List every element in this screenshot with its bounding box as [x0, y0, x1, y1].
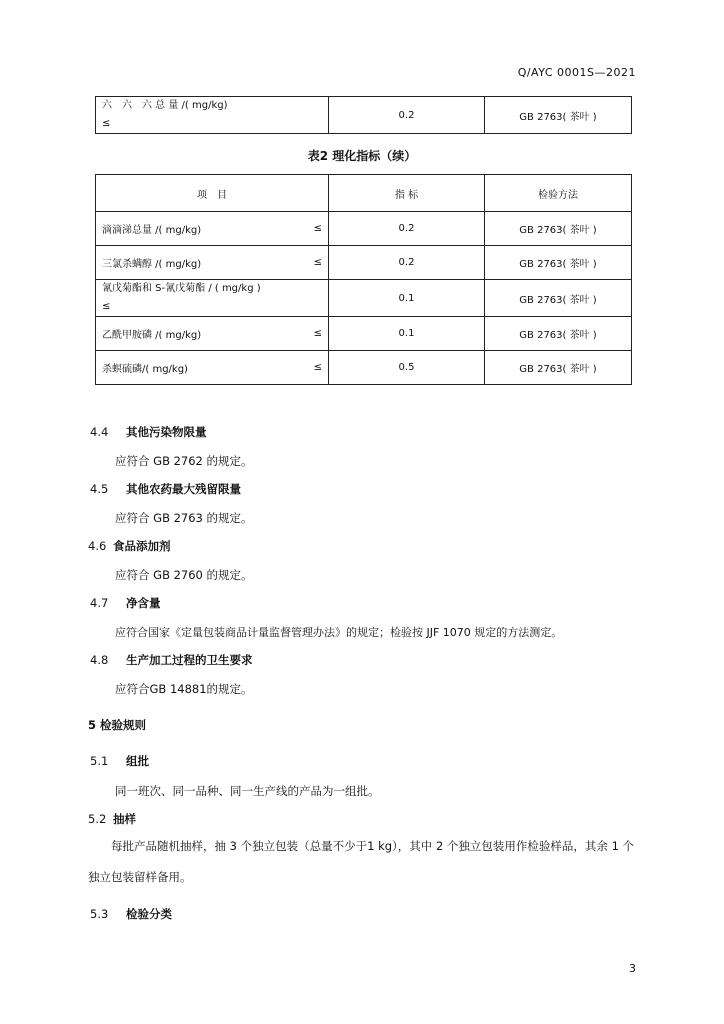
method-cell: GB 2763( 茶叶 ): [485, 280, 632, 317]
method-cell: GB 2763( 茶叶 ): [485, 317, 632, 351]
item-cell: [96, 212, 329, 246]
table-row: [96, 317, 632, 351]
section-5-3-heading: 5.3 检验分类: [90, 907, 172, 921]
header-index: 指 标: [329, 175, 485, 212]
item-text: 乙酰甲胺磷 /( mg/kg): [102, 330, 202, 341]
section-5-2-heading: 5.2 抽样: [88, 812, 136, 826]
item-symbol: ≤: [313, 257, 322, 268]
section-5-2-text: 每批产品随机抽样，抽 3 个独立包装（总量不少于1 kg），其中 2 个独立包装用作检验样品，其余 1 个独立包装留样备用。: [88, 839, 635, 884]
section-4-8-heading: 4.8 生产加工过程的卫生要求: [90, 653, 253, 667]
item-text: 六 六 六 总 量 /( mg/kg): [102, 100, 228, 111]
section-4-5-heading: 4.5 其他农药最大残留限量: [90, 482, 241, 496]
method-cell: GB 2763( 茶叶 ): [485, 246, 632, 280]
item-symbol: ≤: [313, 362, 322, 373]
table-continuation: [95, 96, 632, 134]
table-header-row: [96, 175, 632, 212]
table-caption: 表2 理化指标（续）: [307, 149, 417, 163]
table-physicochemical: [95, 174, 632, 385]
item-text: 氰戊菊酯和 S-氰戊菊酯 / ( mg/kg ): [102, 283, 261, 294]
header-method: 检验方法: [485, 175, 632, 212]
item-symbol: ≤: [102, 118, 111, 129]
table-row: [96, 212, 632, 246]
section-4-6-heading: 4.6 食品添加剂: [88, 539, 171, 553]
section-4-4-heading: 4.4 其他污染物限量: [90, 425, 207, 439]
section-4-5-text: 应符合 GB 2763 的规定。: [115, 511, 253, 525]
section-4-7-heading: 4.7 净含量: [90, 596, 161, 610]
item-symbol: ≤: [313, 328, 322, 339]
value-cell: 0.2: [329, 97, 485, 134]
table-row: [96, 97, 632, 134]
value-cell: 0.2: [329, 212, 485, 246]
item-cell: [96, 317, 329, 351]
value-cell: 0.2: [329, 246, 485, 280]
value-cell: 0.1: [329, 317, 485, 351]
document-code: Q/AYC 0001S—2021: [517, 66, 636, 79]
method-cell: GB 2763( 茶叶 ): [485, 351, 632, 385]
section-5-1-text: 同一班次、同一品种、同一生产线的产品为一组批。: [115, 784, 380, 798]
section-4-7-text: 应符合国家《定量包装商品计量监督管理办法》的规定；检验按 JJF 1070 规定的方法测定。: [115, 626, 563, 639]
item-text: 杀螟硫磷/( mg/kg): [102, 364, 188, 375]
method-cell: GB 2763( 茶叶 ): [485, 97, 632, 134]
item-text: 三氯杀螨醇 /( mg/kg): [102, 259, 202, 270]
section-4-8-text: 应符合GB 14881的规定。: [115, 682, 253, 696]
section-5-1-heading: 5.1 组批: [90, 754, 149, 768]
item-symbol: ≤: [313, 223, 322, 234]
section-4-6-text: 应符合 GB 2760 的规定。: [115, 568, 253, 582]
value-cell: 0.5: [329, 351, 485, 385]
table-row: [96, 246, 632, 280]
header-item: 项 目: [96, 175, 329, 212]
section-4-4-text: 应符合 GB 2762 的规定。: [115, 454, 253, 468]
item-cell: [96, 97, 329, 134]
table-row: [96, 280, 632, 317]
method-cell: GB 2763( 茶叶 ): [485, 212, 632, 246]
item-cell: [96, 246, 329, 280]
page-number: 3: [629, 962, 636, 975]
item-symbol: ≤: [102, 301, 111, 312]
table-row: [96, 351, 632, 385]
item-cell: [96, 280, 329, 317]
item-text: 滴滴涕总量 /( mg/kg): [102, 225, 202, 236]
section-5-heading: 5 检验规则: [88, 718, 147, 732]
item-cell: [96, 351, 329, 385]
value-cell: 0.1: [329, 280, 485, 317]
